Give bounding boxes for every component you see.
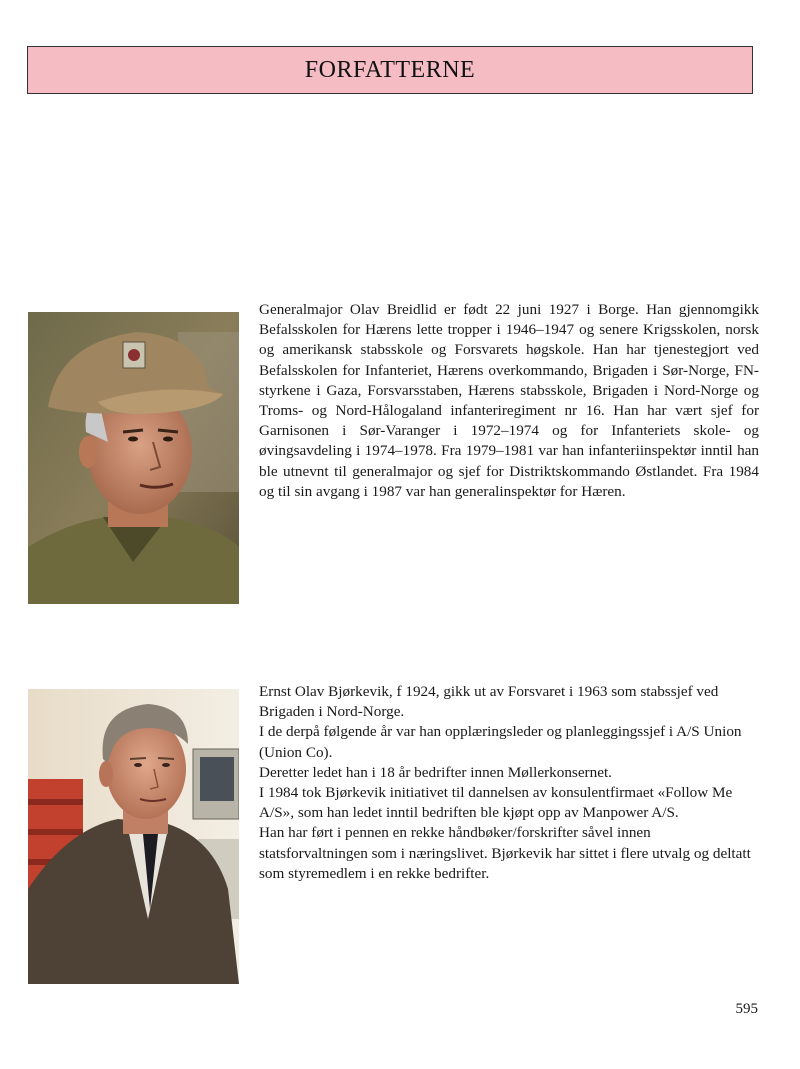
bio-paragraph: Deretter ledet han i 18 år bedrifter innen Møllerkonsernet.: [259, 763, 612, 781]
author-bio-breidlid: [259, 300, 759, 502]
author-bio-bjorkevik: [259, 682, 759, 884]
bio-paragraph: I 1984 tok Bjørkevik initiativet til dannelsen av konsulentfirmaet «Follow Me A/S», som han ledet inntil bedriften ble kjøpt opp av Manpower A/S.: [259, 784, 733, 822]
bio-paragraph: Ernst Olav Bjørkevik, f 1924, gikk ut av Forsvaret i 1963 som stabssjef ved Brigaden i Nord-Norge.: [259, 683, 719, 721]
bio-paragraph: Han har ført i pennen en rekke håndbøker/forskrifter såvel innen statsforvaltningen som i næringslivet. Bjørkevik har sittet i flere utvalg og deltatt som styremedlem i en rekke bedrifter.: [259, 824, 751, 882]
section-header-band: [27, 46, 753, 94]
bio-paragraph: I de derpå følgende år var han opplæringsleder og planleggingssjef i A/S Union (Union Co).: [259, 723, 742, 761]
page-title: FORFATTERNE: [304, 56, 476, 83]
page-number: 595: [735, 1001, 758, 1017]
portrait-military-officer-icon: [28, 312, 239, 604]
bio-paragraph: Generalmajor Olav Breidlid er født 22 juni 1927 i Borge. Han gjennomgikk Befalsskolen for Hærens lette tropper i 1946–1947 og senere Krigsskolen, norsk og amerikansk stabsskole og Forsvarets høgskole. Han har tjenestegjort ved Befalsskolen for Infanteriet, Hærens overkommando, Brigaden i Sør-Norge, FN-styrkene i Gaza, Forsvarsstaben, Hærens stabsskole, Brigaden i Nord-Norge og Troms- og Nord-Hålogaland infanteriregiment nr 16. Han har vært sjef for Garnisonen i Sør-Varanger i 1972–1974 og for Infanteriets skole- og øvingsavdeling i 1974–1978. Fra 1979–1981 var han infanteriinspektør inntil han ble utnevnt til generalmajor og sjef for Distriktskommando Østlandet. Fra 1984 og til sin avgang i 1987 var han generalinspektør for Hæren.: [259, 301, 759, 500]
portrait-businessman-icon: [28, 689, 239, 984]
